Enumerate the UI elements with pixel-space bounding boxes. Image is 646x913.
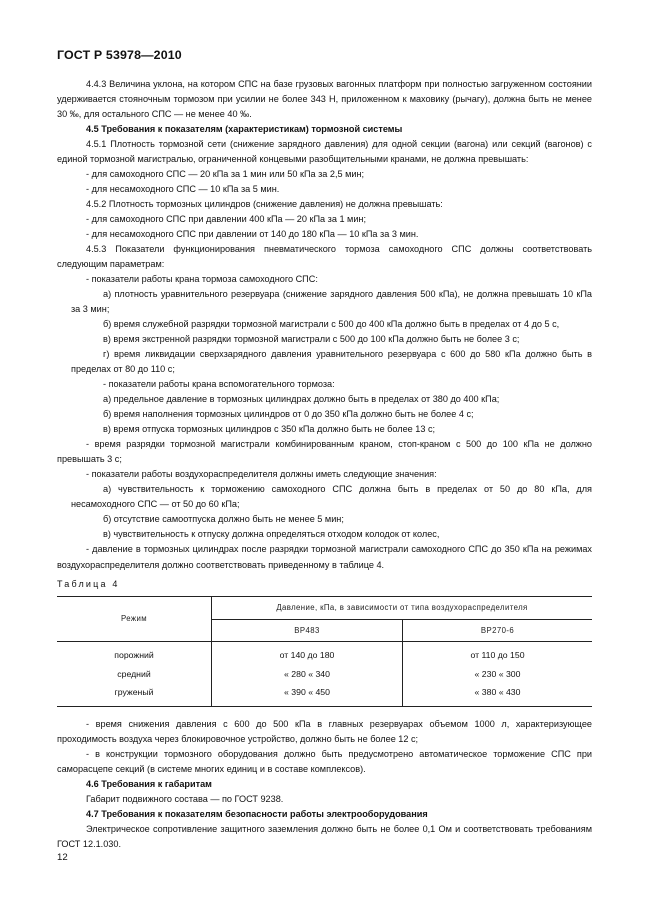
document-header: ГОСТ Р 53978—2010 [57,48,182,62]
page-number: 12 [57,852,68,863]
paragraph: - время разрядки тормозной магистрали комбинированным краном, стоп-краном с 500 до 100 кПа не должно превышать 3 с; [57,439,592,465]
paragraph: б) время наполнения тормозных цилиндров от 0 до 350 кПа должно быть не более 4 с; [103,409,474,420]
paragraph: - время снижения давления с 600 до 500 кПа в главных резервуарах объемом 1000 л, характеризующее проходимость воздуха через блокировочное устройство, должно быть не более 12 с; [57,719,592,745]
table-caption: Таблица 4 [57,578,120,589]
column-header-vr270: ВР270-6 [403,619,593,641]
paragraph: в) чувствительность к отпуску должна определяться отходом колодок от колес, [103,529,440,540]
cell-vr270: « 230 « 300 [474,668,521,679]
paragraph: а) плотность уравнительного резервуара (снижение зарядного давления 500 кПа), не должна превышать 10 кПа за 3 мин; [71,289,592,315]
table-row [57,684,592,707]
paragraph: г) время ликвидации сверхзарядного давления уравнительного резервуара с 600 до 580 кПа должно быть в пределах от 80 до 110 с; [71,349,592,375]
paragraph: Габарит подвижного состава — по ГОСТ 9238. [86,794,284,805]
paragraph: - для несамоходного СПС при давлении от 140 до 180 кПа — 10 кПа за 3 мин. [86,229,419,240]
cell-vr270: « 380 « 430 [403,684,593,707]
section-heading: 4.6 Требования к габаритам [86,779,212,790]
column-header-mode: Режим [57,596,212,641]
paragraph: в) время экстренной разрядки тормозной магистрали с 500 до 100 кПа должно быть не более 3 с; [103,334,520,345]
paragraph: 4.5.1 Плотность тормозной сети (снижение зарядного давления) для одной секции (вагона) или секций (вагонов) с единой тормозной магистралью, ограниченной концевыми разобщительными кранами, не должна превышать: [57,139,592,165]
paragraph: б) отсутствие самоотпуска должно быть не менее 5 мин; [103,514,344,525]
column-header-pressure: Давление, кПа, в зависимости от типа воздухораспределителя [212,596,593,619]
paragraph: - для несамоходного СПС — 10 кПа за 5 мин. [86,184,280,195]
section-heading: 4.5 Требования к показателям (характеристикам) тормозной системы [86,124,403,135]
paragraph: - показатели работы крана вспомогательного тормоза: [103,379,335,390]
paragraph: в) время отпуска тормозных цилиндров с 350 кПа должно быть не более 13 с; [103,424,436,435]
table-4 [57,596,592,708]
paragraph: - для самоходного СПС при давлении 400 кПа — 20 кПа за 1 мин; [86,214,366,225]
paragraph: 4.5.2 Плотность тормозных цилиндров (снижение давления) не должна превышать: [86,199,443,210]
paragraph: б) время служебной разрядки тормозной магистрали с 500 до 400 кПа должно быть в пределах от 4 до 5 с, [103,319,560,330]
cell-mode: средний [57,665,212,684]
table-row [57,641,592,665]
section-heading: 4.7 Требования к показателям безопасности работы электрооборудования [86,809,428,820]
table-row [57,665,592,684]
cell-vr483: « 280 « 340 [212,665,403,684]
paragraph: - давление в тормозных цилиндрах после разрядки тормозной магистрали самоходного СПС до 350 кПа на режимах воздухораспределителя должно соответствовать приведенному в таблице 4. [57,544,592,570]
cell-vr270: от 110 до 150 [470,650,525,661]
column-header-vr483: ВР483 [212,619,403,641]
paragraph: 4.4.3 Величина уклона, на котором СПС на базе грузовых вагонных платформ при полностью загруженном состоянии удерживается стояночным тормозом при усилии не более 343 Н, приложенном к маховику (рычагу), должна быть не менее 30 ‰, для остального СПС — не менее 40 ‰. [57,79,592,120]
paragraph: а) предельное давление в тормозных цилиндрах должно быть в пределах от 380 до 400 кПа; [103,394,500,405]
paragraph: Электрическое сопротивление защитного заземления должно быть не более 0,1 Ом и соответствовать требованиям ГОСТ 12.1.030. [57,824,592,850]
paragraph: 4.5.3 Показатели функционирования пневматического тормоза самоходного СПС должны соответствовать следующим параметрам: [57,244,592,270]
text-before-table [57,77,592,573]
paragraph: - показатели работы воздухораспределителя должны иметь следующие значения: [86,469,437,480]
cell-vr483: от 140 до 180 [212,641,403,665]
paragraph: - для самоходного СПС — 20 кПа за 1 мин или 50 кПа за 2,5 мин; [86,169,365,180]
paragraph: - в конструкции тормозного оборудования должно быть предусмотрено автоматическое торможение СПС при саморасцепе секций (в системе многих единиц и в составе комплексов). [57,749,592,775]
text-after-table [57,717,592,852]
cell-vr483: « 390 « 450 [212,684,403,707]
cell-mode: порожний [57,641,212,665]
paragraph: - показатели работы крана тормоза самоходного СПС: [86,274,318,285]
paragraph: а) чувствительность к торможению самоходного СПС должна быть в пределах от 50 до 80 кПа, для несамоходного СПС — от 50 до 60 кПа; [71,484,592,510]
document-body [57,77,592,852]
cell-mode: груженый [57,684,212,707]
